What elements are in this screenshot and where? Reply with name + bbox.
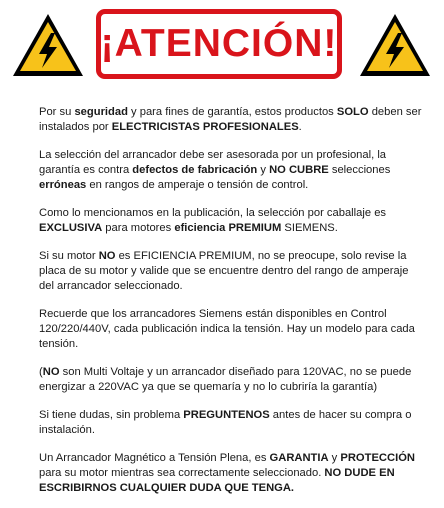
- banner-title: ¡ATENCIÓN!: [100, 22, 338, 65]
- emphasis: NO: [42, 366, 60, 378]
- text: y para fines de garantía, estos productos: [127, 106, 337, 118]
- emphasis: SOLO: [336, 106, 369, 118]
- high-voltage-warning-icon: [358, 12, 432, 78]
- text: Por su: [39, 106, 75, 118]
- paragraph-installation: [39, 105, 425, 135]
- text: La selección del arrancador debe ser asesorada por un profesional, la garantía es contra: [39, 149, 387, 176]
- text: .: [298, 121, 302, 133]
- text: SIEMENS.: [281, 222, 338, 234]
- text: Un Arrancador Magnético a Tensión Plena, es: [39, 452, 270, 464]
- paragraph-warranty-scope: [39, 148, 425, 193]
- text: Si tiene dudas, sin problema: [39, 409, 184, 421]
- text: en rangos de amperaje o tensión de control.: [86, 179, 309, 191]
- paragraph-control-voltage: [39, 307, 425, 352]
- text: es EFICIENCIA PREMIUM, no se preocupe, solo revise la placa de su motor y valide que se encuentre dentro del rango de amperaje del arrancador seleccionado.: [39, 250, 409, 292]
- text: y: [328, 452, 341, 464]
- text: antes de hacer su compra o instalación.: [39, 409, 412, 436]
- paragraph-guarantee-protection: [39, 451, 425, 496]
- paragraph-non-premium-motor: [39, 249, 425, 294]
- text: para su motor mientras sea correctamente seleccionado.: [39, 467, 325, 479]
- text: y: [257, 164, 270, 176]
- text: Recuerde que los arrancadores Siemens están disponibles en Control 120/220/440V, cada publicación indica la tensión. Hay un modelo para cada tensión.: [39, 308, 415, 350]
- emphasis: GARANTIA: [269, 452, 329, 464]
- text: deben ser instalados por: [39, 106, 422, 133]
- high-voltage-warning-icon: [11, 12, 85, 78]
- emphasis: PREGUNTENOS: [183, 409, 270, 421]
- emphasis: ELECTRICISTAS PROFESIONALES: [111, 121, 299, 133]
- emphasis: NO DUDE EN ESCRIBIRNOS CUALQUIER DUDA QUE TENGA.: [39, 467, 395, 494]
- paragraph-questions: [39, 408, 425, 438]
- text: Si su motor: [39, 250, 99, 262]
- emphasis: NO CUBRE: [269, 164, 329, 176]
- text: son Multi Voltaje y un arrancador diseñado para 120VAC, no se puede energizar a 220VAC ya que se quemaría y no lo cubriría la garantía): [39, 366, 412, 393]
- paragraph-horsepower-selection: [39, 206, 425, 236]
- emphasis: EXCLUSIVA: [39, 222, 103, 234]
- notice-body: [39, 105, 425, 508]
- text: para motores: [102, 222, 175, 234]
- text: Como lo mencionamos en la publicación, la selección por caballaje es: [39, 207, 387, 219]
- emphasis: seguridad: [74, 106, 128, 118]
- attention-banner: [96, 9, 342, 79]
- emphasis: erróneas: [39, 179, 87, 191]
- emphasis: NO: [98, 250, 116, 262]
- text: (: [39, 366, 43, 378]
- emphasis: eficiencia PREMIUM: [174, 222, 282, 234]
- text: selecciones: [328, 164, 391, 176]
- emphasis: defectos de fabricación: [132, 164, 258, 176]
- emphasis: PROTECCIÓN: [340, 452, 415, 464]
- paragraph-not-multivoltage: [39, 365, 425, 395]
